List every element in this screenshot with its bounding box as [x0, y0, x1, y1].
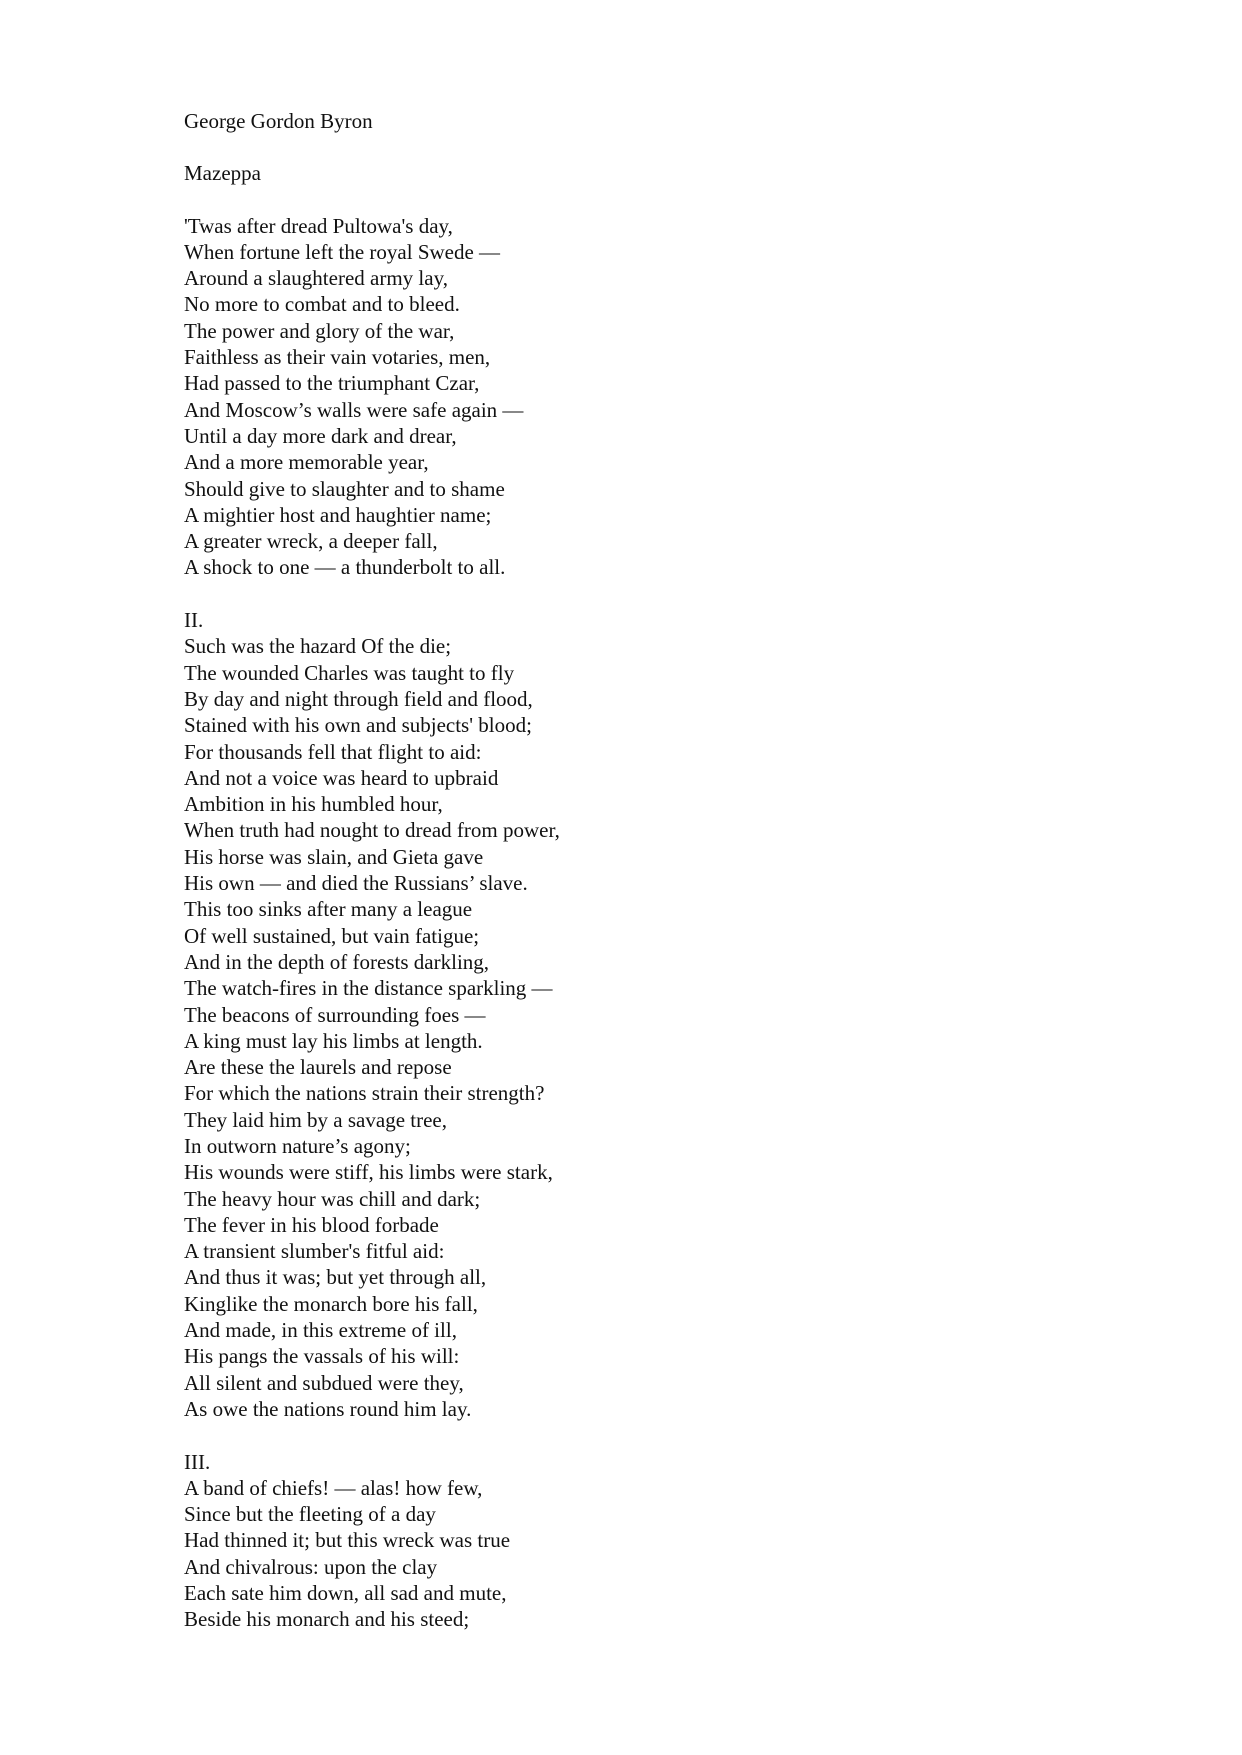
poem-line: They laid him by a savage tree,	[184, 1107, 447, 1132]
poem-line: 'Twas after dread Pultowa's day,	[184, 213, 453, 238]
poem-line: A mightier host and haughtier name;	[184, 502, 492, 527]
poem-line: Around a slaughtered army lay,	[184, 266, 448, 291]
poem-line: Had passed to the triumphant Czar,	[184, 371, 480, 396]
poem-line: Each sate him down, all sad and mute,	[184, 1581, 507, 1606]
poem-line: Such was the hazard Of the die;	[184, 634, 452, 659]
poem-line: And not a voice was heard to upbraid	[184, 765, 499, 790]
poem-line: Kinglike the monarch bore his fall,	[184, 1291, 478, 1316]
poem-line: And thus it was; but yet through all,	[184, 1265, 487, 1290]
poem-line: For which the nations strain their strength?	[184, 1081, 545, 1106]
poem-line: A greater wreck, a deeper fall,	[184, 529, 438, 554]
poem-line: Until a day more dark and drear,	[184, 423, 457, 448]
poem-line: This too sinks after many a league	[184, 897, 473, 922]
poem-line: For thousands fell that flight to aid:	[184, 739, 482, 764]
poem-line: Stained with his own and subjects' blood;	[184, 713, 532, 738]
poem-line: And in the depth of forests darkling,	[184, 949, 490, 974]
poem-line: A band of chiefs! — alas! how few,	[184, 1475, 483, 1500]
poem-line: By day and night through field and flood,	[184, 686, 533, 711]
poem-line: His pangs the vassals of his will:	[184, 1344, 460, 1369]
poem-line: Since but the fleeting of a day	[184, 1502, 436, 1527]
poem-line: When truth had nought to dread from power,	[184, 818, 560, 843]
poem-line: When fortune left the royal Swede —	[184, 239, 501, 264]
poem-line: The beacons of surrounding foes —	[184, 1002, 486, 1027]
poem-line: Had thinned it; but this wreck was true	[184, 1528, 511, 1553]
poem-line: Beside his monarch and his steed;	[184, 1607, 470, 1632]
poem-line: The watch-fires in the distance sparkling —	[184, 976, 553, 1001]
poem-line: Of well sustained, but vain fatigue;	[184, 923, 480, 948]
poem-line: Are these the laurels and repose	[184, 1055, 452, 1080]
poem-line: His wounds were stiff, his limbs were stark,	[184, 1160, 553, 1185]
poem-line: No more to combat and to bleed.	[184, 292, 460, 317]
poem-line: Faithless as their vain votaries, men,	[184, 345, 491, 370]
poem-line: As owe the nations round him lay.	[184, 1396, 472, 1421]
poem-line: A shock to one — a thunderbolt to all.	[184, 555, 506, 580]
poem-line: His horse was slain, and Gieta gave	[184, 844, 484, 869]
poem-line: Ambition in his humbled hour,	[184, 792, 443, 817]
stanza-heading: II.	[184, 608, 204, 633]
poem-line: The fever in his blood forbade	[184, 1212, 439, 1237]
poem-line: Should give to slaughter and to shame	[184, 476, 505, 501]
poem-line: A king must lay his limbs at length.	[184, 1028, 483, 1053]
stanza	[184, 607, 1084, 1422]
document-body	[184, 108, 1084, 1633]
stanza	[184, 1449, 1084, 1633]
poem-line: The power and glory of the war,	[184, 318, 455, 343]
poem-line: And a more memorable year,	[184, 450, 429, 475]
poem-line: All silent and subdued were they,	[184, 1370, 464, 1395]
poem-line: And made, in this extreme of ill,	[184, 1318, 457, 1343]
poem-line: And chivalrous: upon the clay	[184, 1554, 438, 1579]
poem-line: The heavy hour was chill and dark;	[184, 1186, 481, 1211]
poem-line: A transient slumber's fitful aid:	[184, 1239, 445, 1264]
author-name: George Gordon Byron	[184, 109, 373, 133]
poem-title: Mazeppa	[184, 161, 261, 186]
stanza	[184, 213, 1084, 581]
poem-line: In outworn nature’s agony;	[184, 1133, 411, 1158]
stanza-heading: III.	[184, 1449, 211, 1474]
poem-line: His own — and died the Russians’ slave.	[184, 871, 528, 896]
poem-line: And Moscow’s walls were safe again —	[184, 397, 524, 422]
poem-stanzas	[184, 213, 1084, 1633]
poem-line: The wounded Charles was taught to fly	[184, 660, 515, 685]
